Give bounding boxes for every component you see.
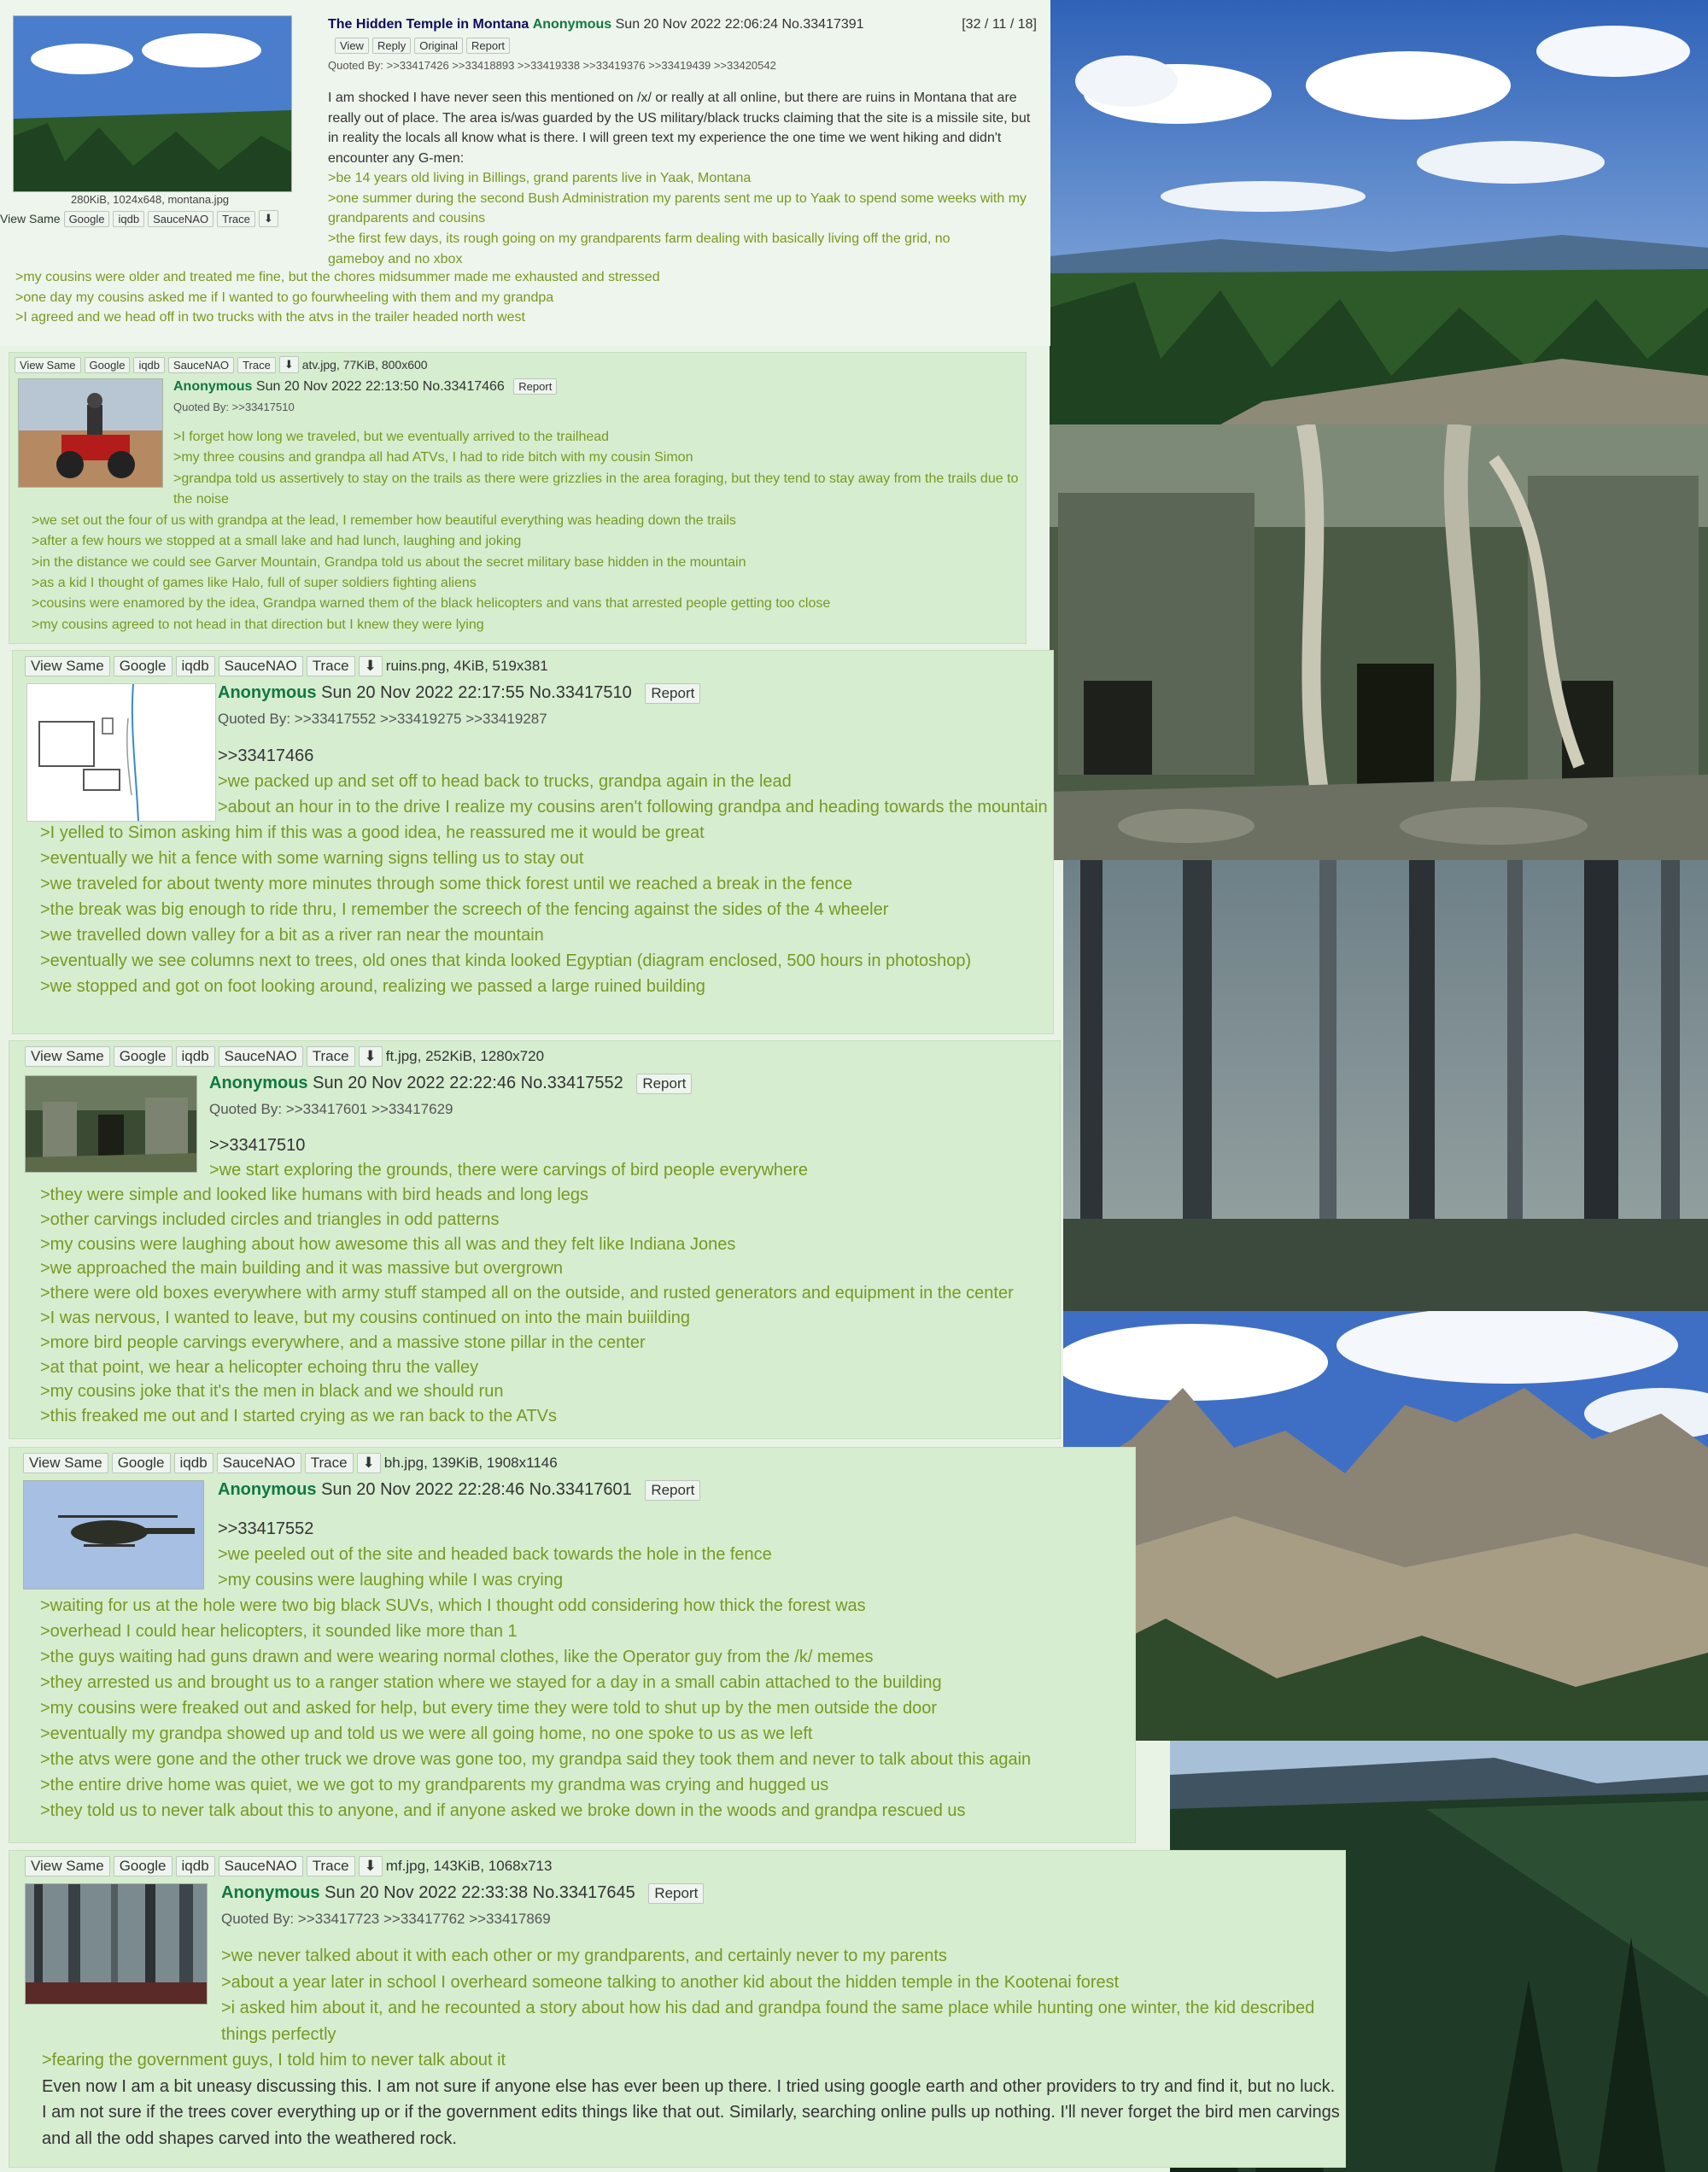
- reply-button[interactable]: Reply: [372, 38, 411, 54]
- google-button[interactable]: Google: [64, 211, 110, 227]
- greentext-line: >there were old boxes everywhere with army stuff stamped all on the outside, and rusted generators and equipment in the center: [40, 1284, 1014, 1303]
- reply-post: [9, 352, 1027, 644]
- op-quoted-by[interactable]: Quoted By: >>33417426 >>33418893 >>33419338 >>33419376 >>33419439 >>33420542: [328, 59, 776, 72]
- post-number[interactable]: No.33417510: [529, 683, 632, 702]
- saucenao-button[interactable]: SauceNAO: [219, 1046, 303, 1067]
- download-icon[interactable]: ⬇: [259, 210, 278, 227]
- greentext-line: >we start exploring the grounds, there were carvings of bird people everywhere: [209, 1160, 808, 1180]
- google-button[interactable]: Google: [85, 357, 131, 373]
- saucenao-button[interactable]: SauceNAO: [148, 211, 214, 227]
- google-button[interactable]: Google: [114, 1046, 173, 1067]
- post-header: [221, 1883, 704, 1904]
- greentext-line: >I yelled to Simon asking him if this was a good idea, he reassured me it would be great: [40, 823, 705, 842]
- post-body-tail: [32, 469, 1022, 635]
- misty-forest-thumbnail[interactable]: [25, 1883, 208, 2005]
- trace-button[interactable]: Trace: [307, 1046, 355, 1067]
- original-button[interactable]: Original: [414, 38, 463, 54]
- greentext-line: >my cousins were laughing while I was crying: [218, 1571, 564, 1589]
- iqdb-button[interactable]: iqdb: [176, 1856, 215, 1876]
- file-info[interactable]: atv.jpg, 77KiB, 800x600: [301, 358, 428, 372]
- google-button[interactable]: Google: [112, 1453, 171, 1473]
- post-body: [218, 743, 1042, 794]
- temple-thumbnail[interactable]: [25, 1075, 197, 1173]
- file-buttons: [25, 1856, 552, 1876]
- greentext-line: >as a kid I thought of games like Halo, full of super soldiers fighting aliens: [32, 576, 477, 591]
- quoted-by[interactable]: Quoted By: >>33417601 >>33417629: [209, 1101, 453, 1117]
- rocky-mountain-image[interactable]: [1063, 1311, 1708, 1741]
- greentext-line: >cousins were enamored by the idea, Grandpa warned them of the black helicopters and vans that arrested people getting too close: [32, 596, 831, 612]
- greentext-line: >we packed up and set off to head back to trucks, grandpa again in the lead: [218, 772, 792, 791]
- greentext-line: >the first few days, its rough going on my grandparents farm dealing with basically living off the grid, no gameboy and no xbox: [328, 231, 954, 266]
- greentext-line: >we peeled out of the site and headed back towards the hole in the fence: [218, 1545, 772, 1564]
- file-buttons: [15, 356, 428, 373]
- greentext-line: >i asked him about it, and he recounted a story about how his dad and grandpa found the same place while hunting one winter, the kid described things perfectly: [221, 1999, 1319, 2044]
- poster-name: Anonymous: [173, 379, 253, 394]
- google-button[interactable]: Google: [114, 656, 173, 676]
- download-icon[interactable]: ⬇: [279, 356, 299, 373]
- poster-name: Anonymous: [221, 1883, 320, 1902]
- op-file-buttons: [0, 210, 278, 227]
- greentext-line: >my cousins were freaked out and asked for help, but every time they were told to shut up by the men outside the door: [40, 1699, 938, 1718]
- op-poster-name: Anonymous: [532, 17, 612, 32]
- post-body: [209, 1133, 1055, 1183]
- greentext-line: >we stopped and got on foot looking around, realizing we passed a large ruined building: [40, 977, 705, 996]
- greentext-line: >they were simple and looked like humans with bird heads and long legs: [40, 1186, 589, 1204]
- greentext-line: >my cousins were laughing about how awesome this all was and they felt like Indiana Jones: [40, 1234, 736, 1254]
- report-button[interactable]: Report: [466, 38, 510, 54]
- greentext-line: >I was nervous, I wanted to leave, but my cousins continued on into the main buiilding: [40, 1308, 691, 1327]
- op-intro: I am shocked I have never seen this mentioned on /x/ or really at all online, but there are ruins in Montana that are really out of place. The area is/was guarded by the US military/black trucks claiming that the site is a missile site, but in reality the locals all know what is there. I will green text my experience the one time we went hiking and didn't encounter any G-men:: [328, 91, 1034, 166]
- view-button[interactable]: View: [335, 38, 369, 54]
- post-body: [218, 1516, 1123, 1593]
- file-buttons: [25, 1046, 544, 1067]
- greentext-line: >overhead I could hear helicopters, it sounded like more than 1: [40, 1622, 518, 1641]
- post-number[interactable]: No.33417645: [532, 1883, 635, 1902]
- greentext-line: >we approached the main building and it was massive but overgrown: [40, 1259, 564, 1279]
- post-datetime: Sun 20 Nov 2022 22:17:55: [321, 683, 525, 702]
- file-info[interactable]: bh.jpg, 139KiB, 1908x1146: [383, 1455, 558, 1471]
- reply-link[interactable]: >>33417510: [209, 1136, 306, 1155]
- file-buttons: [23, 1453, 558, 1473]
- reply-post: [9, 1850, 1346, 2168]
- greentext-line: >grandpa told us assertively to stay on the trails as there were grizzlies in the area foraging, but they tend to stay away from the trails due to the noise: [173, 471, 1022, 507]
- greentext-line: >other carvings included circles and triangles in odd patterns: [40, 1209, 500, 1229]
- greentext-line: >eventually we see columns next to trees, old ones that kinda looked Egyptian (diagram enclosed, 500 hours in photoshop): [40, 951, 972, 970]
- report-button[interactable]: Report: [645, 1480, 700, 1501]
- thread-stats: [32 / 11 / 18]: [962, 17, 1037, 32]
- greentext-line: >after a few hours we stopped at a small lake and had lunch, laughing and joking: [32, 534, 522, 549]
- iqdb-button[interactable]: iqdb: [176, 1046, 215, 1067]
- download-icon[interactable]: ⬇: [357, 1453, 381, 1473]
- greentext-line: >eventually my grandpa showed up and told us we were all going home, no one spoke to us as we left: [40, 1724, 813, 1743]
- trace-button[interactable]: Trace: [307, 656, 355, 676]
- greentext-line: >we set out the four of us with grandpa at the lead, I remember how beautiful everything was heading down the trails: [32, 512, 736, 528]
- op-thumbnail[interactable]: [13, 15, 292, 192]
- post-datetime: Sun 20 Nov 2022 22:28:46: [321, 1480, 525, 1499]
- op-post-number[interactable]: No.33417391: [781, 17, 864, 32]
- post-datetime: Sun 20 Nov 2022 22:33:38: [325, 1883, 529, 1902]
- post-body-tail: [40, 794, 1052, 999]
- quoted-by[interactable]: Quoted By: >>33417552 >>33419275 >>33419287: [218, 711, 547, 727]
- poster-name: Anonymous: [218, 683, 317, 702]
- greentext-line: >the guys waiting had guns drawn and were wearing normal clothes, like the Operator guy from the /k/ memes: [40, 1648, 874, 1666]
- quoted-by[interactable]: Quoted By: >>33417723 >>33417762 >>33417869: [221, 1911, 551, 1927]
- greentext-line: >I agreed and we head off in two trucks with the atvs in the trailer headed north west: [15, 310, 525, 325]
- reply-link[interactable]: >>33417466: [218, 746, 314, 765]
- op-file-info: 280KiB, 1024x648, montana.jpg: [71, 193, 230, 206]
- post-number[interactable]: No.33417552: [520, 1074, 623, 1092]
- helicopter-thumbnail[interactable]: [23, 1480, 204, 1589]
- reply-post: [9, 1447, 1136, 1843]
- greentext-line: >in the distance we could see Garver Mountain, Grandpa told us about the secret military base hidden in the mountain: [32, 554, 746, 570]
- greentext-line: >about a year later in school I overheard someone talking to another kid about the hidden temple in the Kootenai forest: [221, 1972, 1120, 1992]
- trace-button[interactable]: Trace: [305, 1453, 354, 1473]
- greentext-line: >fearing the government guys, I told him to never talk about it: [42, 2051, 506, 2070]
- view-same-button[interactable]: View Same: [25, 656, 110, 676]
- reply-link[interactable]: >>33417552: [218, 1519, 314, 1538]
- report-button[interactable]: Report: [648, 1883, 704, 1904]
- greentext-line: >one summer during the second Bush Administration my parents sent me up to Yaak to spend some weeks with my grandparents and cousins: [328, 190, 1031, 225]
- post-datetime: Sun 20 Nov 2022 22:13:50: [255, 379, 419, 394]
- trace-button[interactable]: Trace: [217, 211, 255, 227]
- greentext-line: >my cousins were older and treated me fine, but the chores midsummer made me exhausted and stressed: [15, 270, 660, 284]
- post-body-tail: [40, 1183, 1062, 1429]
- view-same-button[interactable]: View Same: [25, 1046, 110, 1067]
- trace-button[interactable]: Trace: [307, 1856, 355, 1876]
- op-body-tail: [15, 267, 1040, 328]
- greentext-line: >my cousins agreed to not head in that direction but I knew they were lying: [32, 617, 484, 632]
- post-body-tail: [42, 1995, 1345, 2152]
- op-body: [328, 88, 1032, 229]
- op-post: [0, 0, 1050, 346]
- download-icon[interactable]: ⬇: [359, 1046, 383, 1067]
- greentext-line: >I forget how long we traveled, but we eventually arrived to the trailhead: [173, 430, 610, 444]
- iqdb-button[interactable]: iqdb: [113, 211, 144, 227]
- op-subject: The Hidden Temple in Montana: [328, 17, 529, 32]
- post-number[interactable]: No.33417466: [422, 379, 505, 394]
- greentext-line: >we traveled for about twenty more minutes through some thick forest until we reached a break in the fence: [40, 875, 853, 893]
- post-body-tail: [40, 1593, 1137, 1824]
- greentext-line: >the atvs were gone and the other truck we drove was gone too, my grandpa said they took them and never to talk about this again: [40, 1750, 1032, 1769]
- greentext-line: >this freaked me out and I started crying as we ran back to the ATVs: [40, 1407, 557, 1426]
- greentext-line: >we never talked about it with each other or my grandparents, and certainly never to my parents: [221, 1947, 947, 1965]
- iqdb-button[interactable]: iqdb: [174, 1453, 214, 1473]
- op-header: [328, 17, 1045, 32]
- greentext-line: >at that point, we hear a helicopter echoing thru the valley: [40, 1357, 479, 1377]
- post-body: [221, 1943, 1331, 1995]
- google-button[interactable]: Google: [114, 1856, 173, 1876]
- report-button[interactable]: Report: [513, 378, 557, 395]
- greentext-line: >about an hour in to the drive I realize my cousins aren't following grandpa and heading towards the mountain: [218, 798, 1048, 817]
- greentext-line: >waiting for us at the hole were two big black SUVs, which I thought odd considering how thick the forest was: [40, 1596, 866, 1615]
- greentext-line: >they arrested us and brought us to a ranger station where we stayed for a day in a small cabin attached to the building: [40, 1673, 942, 1692]
- saucenao-button[interactable]: SauceNAO: [219, 1856, 303, 1876]
- greentext-line: >the entire drive home was quiet, we we got to my grandparents my grandma was crying and hugged us: [40, 1776, 829, 1794]
- view-same-button[interactable]: View Same: [15, 357, 81, 373]
- file-buttons: [25, 656, 548, 676]
- report-button[interactable]: Report: [645, 683, 700, 704]
- iqdb-button[interactable]: iqdb: [133, 357, 165, 373]
- post-header: [173, 378, 557, 395]
- temple-ruins-image[interactable]: [1050, 424, 1708, 860]
- greentext-line: >my three cousins and grandpa all had ATVs, I had to ride bitch with my cousin Simon: [173, 450, 693, 465]
- quoted-by[interactable]: Quoted By: >>33417510: [173, 401, 295, 413]
- saucenao-button[interactable]: SauceNAO: [217, 1453, 301, 1473]
- view-same-button[interactable]: View Same: [25, 1856, 110, 1876]
- post-datetime: Sun 20 Nov 2022 22:22:46: [313, 1074, 517, 1092]
- trace-button[interactable]: Trace: [237, 357, 276, 373]
- reply-post: [12, 650, 1054, 1034]
- greentext-line: >more bird people carvings everywhere, and a massive stone pillar in the center: [40, 1332, 646, 1352]
- greentext-line: >be 14 years old living in Billings, grand parents live in Yaak, Montana: [328, 171, 752, 185]
- reply-post: [9, 1040, 1061, 1439]
- greentext-line: >my cousins joke that it's the men in black and we should run: [40, 1382, 504, 1402]
- file-info[interactable]: ft.jpg, 252KiB, 1280x720: [385, 1048, 545, 1064]
- view-same-button[interactable]: View Same: [23, 1453, 108, 1473]
- file-info[interactable]: mf.jpg, 143KiB, 1068x713: [385, 1858, 553, 1874]
- greentext-line: >eventually we hit a fence with some warning signs telling us to stay out: [40, 849, 584, 868]
- post-header: [209, 1074, 692, 1094]
- closing-paragraph: Even now I am a bit uneasy discussing this. I am not sure if anyone else has ever been up there. I tried using google earth and other providers to try and find it, but no luck. I am not sure if the trees cover everything up or if the government edits things like that out. Similarly, searching online pulls up nothing. I'll never forget the bird men carvings and all the odd shapes carved into the weathered rock.: [42, 2076, 1345, 2148]
- poster-name: Anonymous: [218, 1480, 317, 1499]
- post-body: [173, 427, 1019, 469]
- post-number[interactable]: No.33417601: [529, 1480, 632, 1499]
- view-same-button[interactable]: View Same: [0, 212, 61, 225]
- download-icon[interactable]: ⬇: [359, 1856, 383, 1876]
- post-header: [218, 683, 700, 704]
- greentext-line: >they told us to never talk about this to anyone, and if anyone asked we broke down in the woods and grandpa rescued us: [40, 1801, 966, 1820]
- op-action-buttons: [335, 38, 510, 54]
- greentext-line: >one day my cousins asked me if I wanted to go fourwheeling with them and my grandpa: [15, 290, 554, 305]
- saucenao-button[interactable]: SauceNAO: [168, 357, 234, 373]
- post-header: [218, 1480, 700, 1501]
- greentext-line: >we travelled down valley for a bit as a river ran near the mountain: [40, 926, 544, 945]
- greentext-line: >the break was big enough to ride thru, I remember the screech of the fencing against the sides of the 4 wheeler: [40, 900, 889, 919]
- iqdb-button[interactable]: iqdb: [176, 656, 215, 676]
- report-button[interactable]: Report: [636, 1074, 692, 1094]
- poster-name: Anonymous: [209, 1074, 308, 1092]
- file-info[interactable]: ruins.png, 4KiB, 519x381: [385, 658, 548, 674]
- misty-forest-image[interactable]: [1063, 860, 1708, 1311]
- montana-landscape-image[interactable]: [1050, 0, 1708, 424]
- saucenao-button[interactable]: SauceNAO: [219, 656, 303, 676]
- op-datetime: Sun 20 Nov 2022 22:06:24: [615, 17, 778, 32]
- download-icon[interactable]: ⬇: [359, 656, 383, 676]
